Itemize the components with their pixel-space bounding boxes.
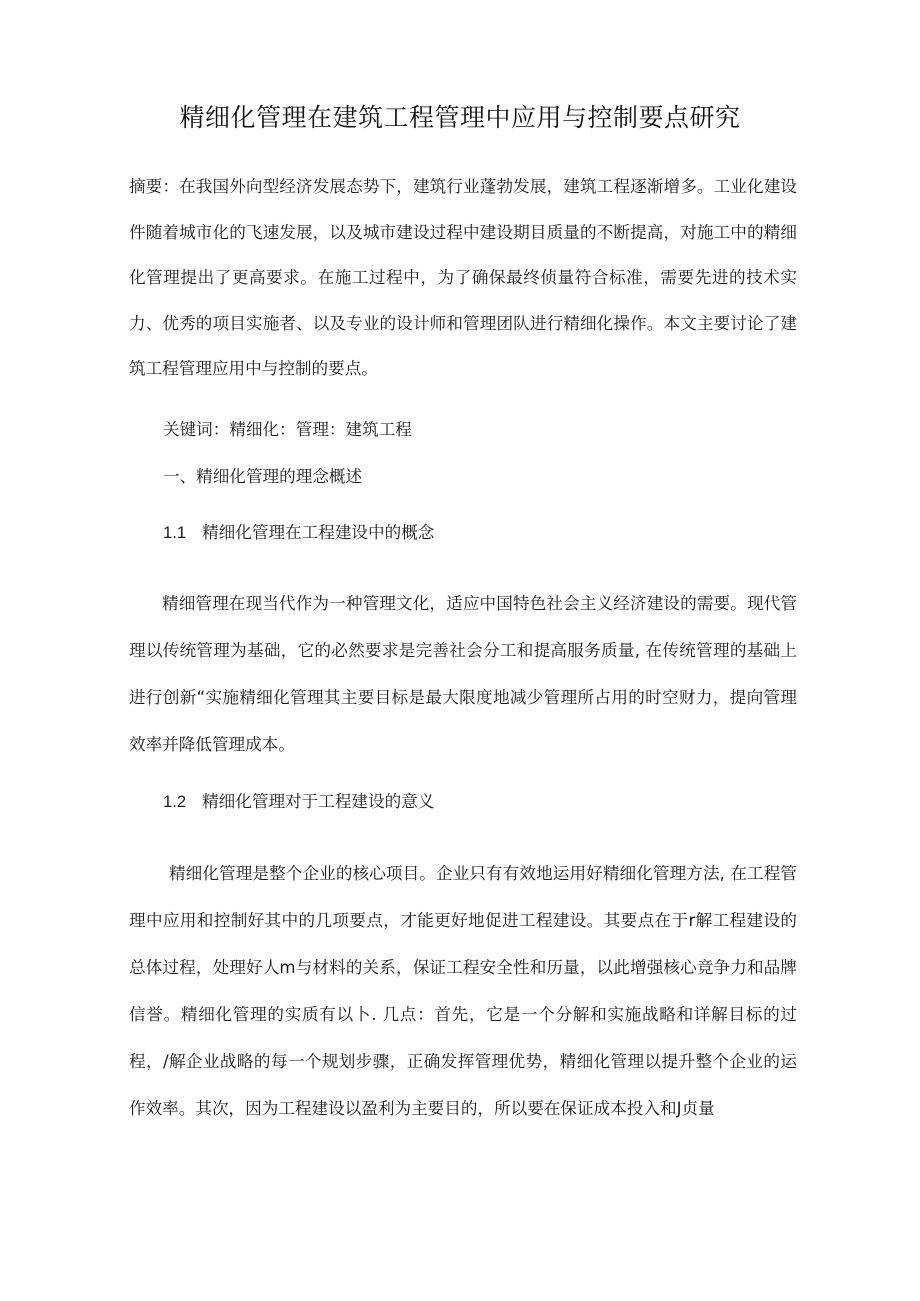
paragraph-1-2: 精细化管理是整个企业的核心项目。企业只有有效地运用好精细化管理方法, 在工程管理中应用和控制好其中的几项要点，才能更好地促进工程建设。其要点在于r解工程建设的总体过程，处理好人m与材料的关系，保证工程安全性和历量，以此增强核心竞争力和品牌信誉。精细化管理的实质有以卜. 几点：首先，它是一个分解和实施战略和详解目标的过程，/解企业战略的每一个规划步骤，正确发挥管理优势，精细化管理以提升整个企业的运作效率。其次，因为工程建设以盈利为主要目的，所以要在保证成本投入和J贞量 [129,864,797,1118]
subsection-1-2-number: 1.2 [163,792,187,811]
abstract-paragraph: 摘要：在我国外向型经济发展态势下，建筑行业蓬勃发展，建筑工程逐渐增多。工业化建设件随着城市化的飞速发展，以及城市建设过程中建设期目质量的不断提高，对施工中的精细化管理提出了更高要求。在施工过程中，为了确保最终侦量符合标准，需要先进的技术实力、优秀的项目实施者、以及专业的设计师和管理团队进行精细化操作。本文主要讨论了建筑工程管理应用中与控制的要点。 [129,177,797,378]
subsection-1-1-heading [163,521,434,545]
keywords-line: 关键词：精细化：管理：建筑工程 [163,420,412,439]
section-1-heading: 一、精细化管理的理念概述 [163,467,363,486]
subsection-1-2-title: 精细化管理对于工程建设的意义 [202,792,435,811]
subsection-1-1-title: 精细化管理在工程建设中的概念 [202,523,435,542]
subsection-1-1-number: 1.1 [163,523,187,542]
subsection-1-2-heading [163,790,434,814]
document-title: 精细化管理在建筑工程管理中应用与控制要点研究 [179,103,741,132]
paragraph-1-1: 精细管理在现当代作为一种管理文化，适应中国特色社会主义经济建设的需要。现代管理以传统管理为基础，它的必然要求是完善社会分工和提高服务质量, 在传统管理的基础上进行创新“实施精细化管理其主要目标是最大限度地减少管理所占用的时空财力，提向管理效率并降低管理成本。 [129,594,797,754]
